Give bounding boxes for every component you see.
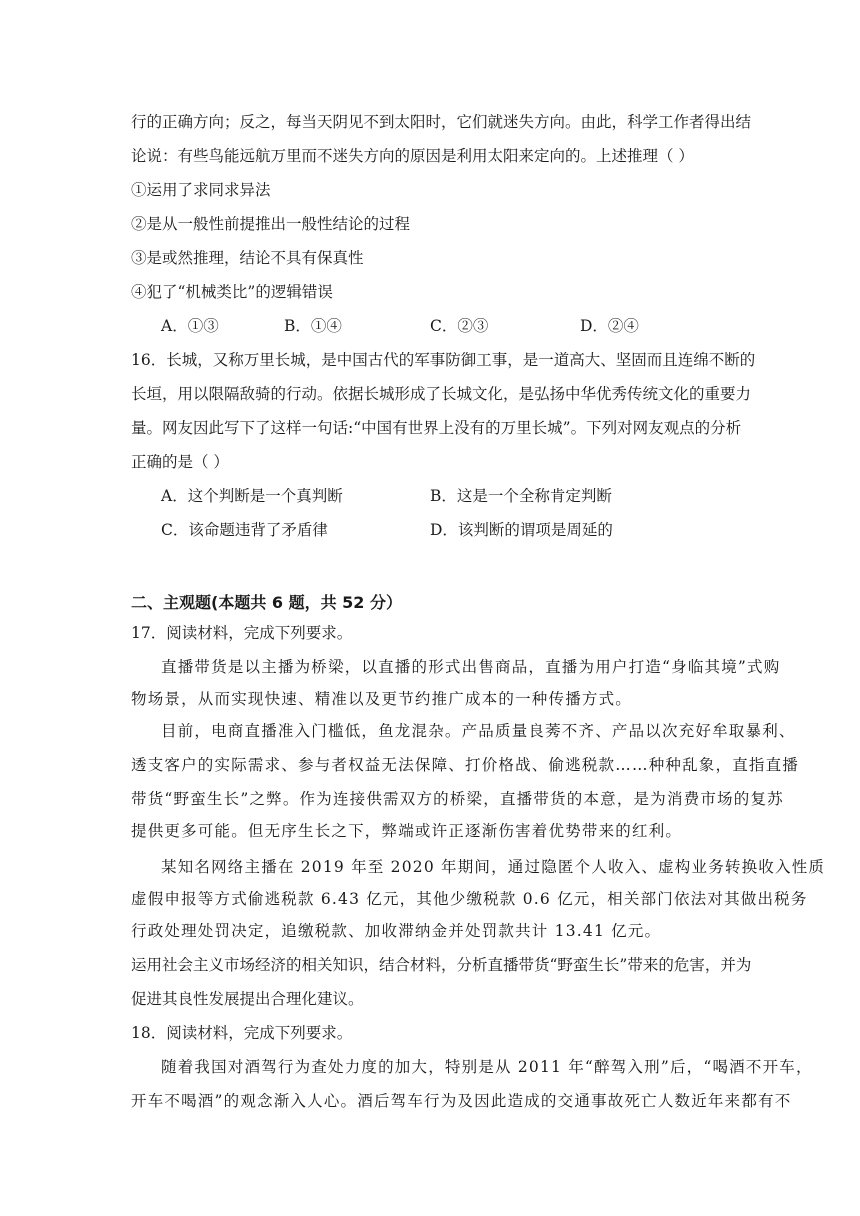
- q17-para2-line-3: 带货“野蛮生长”之弊。作为连接供需双方的桥梁，直播带货的本意，是为消费市场的复苏: [131, 790, 784, 808]
- q18-para1-line-2: 开车不喝酒”的观念渐入人心。酒后驾车行为及因此造成的交通事故死亡人数近年来都有不: [131, 1092, 792, 1110]
- q15-option-b[interactable]: B．①④: [284, 317, 342, 335]
- q17-para2-line-1: 目前，电商直播准入门槛低，鱼龙混杂。产品质量良莠不齐、产品以次充好牟取暴利、: [161, 722, 796, 740]
- q17-para2-line-2: 透支客户的实际需求、参与者权益无法保障、打价格战、偷逃税款……种种乱象，直指直播: [131, 756, 800, 774]
- q15-statement-4: ④犯了“机械类比”的逻辑错误: [131, 283, 333, 301]
- q15-continuation-line-1: 行的正确方向；反之，每当天阴见不到太阳时，它们就迷失方向。由此，科学工作者得出结: [131, 113, 752, 131]
- q15-option-c[interactable]: C．②③: [430, 317, 489, 335]
- q15-statement-1: ①运用了求同求异法: [131, 181, 271, 199]
- q16-option-b[interactable]: B．这是一个全称肯定判断: [430, 487, 612, 505]
- q17-intro: 17．阅读材料，完成下列要求。: [131, 624, 353, 642]
- q17-para2-line-4: 提供更多可能。但无序生长之下，弊端或许正逐渐伤害着优势带来的红利。: [131, 822, 683, 840]
- q17-para3-line-3: 行政处理处罚决定，追缴税款、加收滞纳金并处罚款共计 13.41 亿元。: [131, 922, 662, 940]
- q16-option-c[interactable]: C．该命题违背了矛盾律: [161, 521, 328, 539]
- q18-intro: 18．阅读材料，完成下列要求。: [131, 1024, 353, 1042]
- q17-para3-line-2: 虚假申报等方式偷逃税款 6.43 亿元，其他少缴税款 0.6 亿元，相关部门依法对其做出税务: [131, 890, 808, 908]
- q15-continuation-line-2: 论说：有些鸟能远航万里而不迷失方向的原因是利用太阳来定向的。上述推理（ ）: [131, 147, 694, 165]
- q17-para1-line-1: 直播带货是以主播为桥梁，以直播的形式出售商品，直播为用户打造“身临其境”式购: [161, 658, 781, 676]
- q16-stem-line-4: 正确的是（ ）: [131, 453, 229, 471]
- q17-para1-line-2: 物场景，从而实现快速、精准以及更节约推广成本的一种传播方式。: [131, 690, 633, 708]
- q15-statement-3: ③是或然推理，结论不具有保真性: [131, 249, 364, 267]
- q16-stem-line-2: 长垣，用以限隔敌骑的行动。依据长城形成了长城文化，是弘扬中华优秀传统文化的重要力: [131, 385, 752, 403]
- q17-requirement-line-1: 运用社会主义市场经济的相关知识，结合材料，分析直播带货“野蛮生长”带来的危害，并为: [131, 956, 752, 974]
- q15-statement-2: ②是从一般性前提推出一般性结论的过程: [131, 215, 411, 233]
- q16-option-a[interactable]: A．这个判断是一个真判断: [161, 487, 343, 505]
- q16-option-d[interactable]: D．该判断的谓项是周延的: [430, 521, 613, 539]
- q16-stem-line-3: 量。网友因此写下了这样一句话:“中国有世界上没有的万里长城”。下列对网友观点的分析: [131, 419, 742, 437]
- q15-option-a[interactable]: A．①③: [161, 317, 219, 335]
- q17-requirement-line-2: 促进其良性发展提出合理化建议。: [131, 990, 364, 1008]
- q17-para3-line-1: 某知名网络主播在 2019 年至 2020 年期间，通过隐匿个人收入、虚构业务转换收入性质: [161, 858, 826, 876]
- section-2-heading: 二、主观题(本题共 6 题，共 52 分）: [131, 593, 402, 612]
- q18-para1-line-1: 随着我国对酒驾行为查处力度的加大，特别是从 2011 年“醉驾入刑”后，“喝酒不开车，: [161, 1058, 813, 1076]
- q15-option-d[interactable]: D．②④: [580, 317, 639, 335]
- q16-stem-line-1: 16．长城，又称万里长城，是中国古代的军事防御工事，是一道高大、坚固而且连绵不断的: [131, 351, 756, 369]
